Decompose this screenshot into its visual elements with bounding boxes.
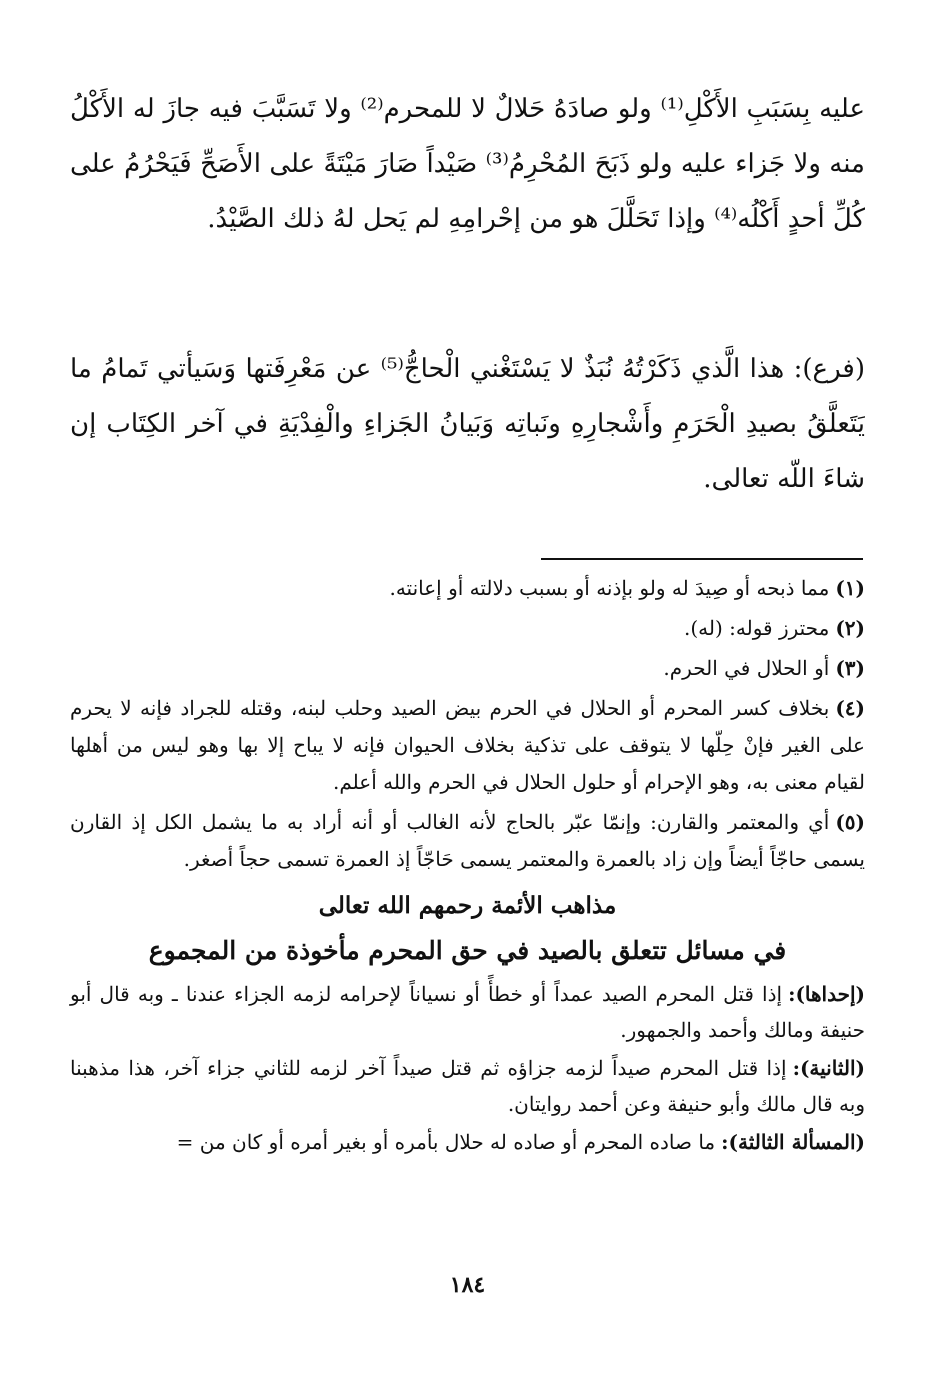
footnote-5 — [70, 804, 865, 878]
main-paragraph-1: عليه بِسَبَبِ الأَكْلِ⁽¹⁾ ولو صادَهُ حَلالٌ لا للمحرم⁽²⁾ ولا تَسَبَّبَ فيه جازَ له الأَكْلُ منه ولا جَزاء عليه ولو ذَبَحَ المُحْرِمُ⁽³⁾ صَيْداً صَارَ مَيْتَةً على الأَصَحِّ فَيَحْرُمُ على كُلِّ أحدٍ أَكْلُه⁽⁴⁾ وإذا تَحَلَّلَ هو من إحْرامِهِ لم يَحل لهُ ذلك الصَّيْدُ. — [70, 94, 865, 234]
footnote-marker: (١) — [835, 576, 865, 600]
issue-text: إذا قتل المحرم الصيد عمداً أو خطأً أو نسياناً لإحرامه لزمه الجزاء عندنا ـ وبه قال أبو حنيفة ومالك وأحمد والجمهور. — [70, 982, 865, 1042]
issue-label: (الثانية): — [792, 1056, 865, 1080]
footnote-marker: (٣) — [835, 656, 865, 680]
footnote-marker: (٥) — [835, 810, 865, 834]
footnote-text: مما ذبحه أو صِيدَ له ولو بإذنه أو بسبب دلالته أو إعانته. — [389, 576, 830, 600]
footnote-1 — [70, 570, 865, 607]
issue-1 — [70, 976, 865, 1048]
footnotes — [70, 570, 865, 878]
page-number: ١٨٤ — [449, 1272, 486, 1298]
issue-text: ما صاده المحرم أو صاده له حلال بأمره أو بغير أمره أو كان من = — [176, 1130, 716, 1154]
footnote-divider — [541, 558, 863, 560]
footnote-2 — [70, 610, 865, 647]
main-paragraph-2: (فرع): هذا الَّذي ذَكَرْتُهُ نُبَذٌ لا يَسْتَغْني الْحاجُّ⁽⁵⁾ عن مَعْرِفَتها وَسَيأتي تَمامُ ما يَتَعلَّقُ بصيدِ الْحَرَمِ وأَشْجارِهِ ونَباتِه وَبَيانُ الجَزاءِ والْفِدْيَةِ في آخر الكِتَاب إن شاءَ اللّه تعالى. — [70, 354, 865, 494]
footnote-text: أو الحلال في الحرم. — [663, 656, 830, 680]
issue-text: إذا قتل المحرم صيداً لزمه جزاؤه ثم قتل صيداً آخر لزمه للثاني جزاء آخر، هذا مذهبنا وبه قال مالك وأبو حنيفة وعن أحمد روايتان. — [70, 1056, 865, 1116]
section-heading-line-2: في مسائل تتعلق بالصيد في حق المحرم مأخوذة من المجموع — [148, 936, 787, 965]
footnote-3 — [70, 650, 865, 687]
issue-2 — [70, 1050, 865, 1122]
footnote-4 — [70, 690, 865, 801]
issue-3 — [70, 1124, 865, 1160]
footnote-marker: (٤) — [835, 696, 865, 720]
issue-label: (إحداها): — [788, 982, 865, 1006]
footnote-marker: (٢) — [835, 616, 865, 640]
section-heading-line-1: مذاهب الأئمة رحمهم الله تعالى — [318, 892, 617, 919]
footnote-text: أي والمعتمر والقارن: وإنمّا عبّر بالحاج لأنه الغالب أو أنه أراد به ما يشمل الكل إذ القارن يسمى حاجّاً أيضاً وإن زاد بالعمرة والمعتمر يسمى حَاجّاً إذ العمرة تسمى حجاً أصغر. — [70, 810, 865, 871]
footnote-text: محترز قوله: (له). — [684, 616, 830, 640]
issues-list — [70, 976, 865, 1160]
issue-label: (المسألة الثالثة): — [721, 1130, 865, 1154]
footnote-text: بخلاف كسر المحرم أو الحلال في الحرم بيض الصيد وحلب لبنه، وقتله للجراد فإنه لا يحرم على الغير فإنْ حِلّها لا يتوقف على تذكية بخلاف الحيوان فإنه لا يباح إلا بها وهو ليس من أهلها لقيام معنى به، وهو الإحرام أو حلول الحلال في الحرم والله أعلم. — [70, 696, 865, 794]
